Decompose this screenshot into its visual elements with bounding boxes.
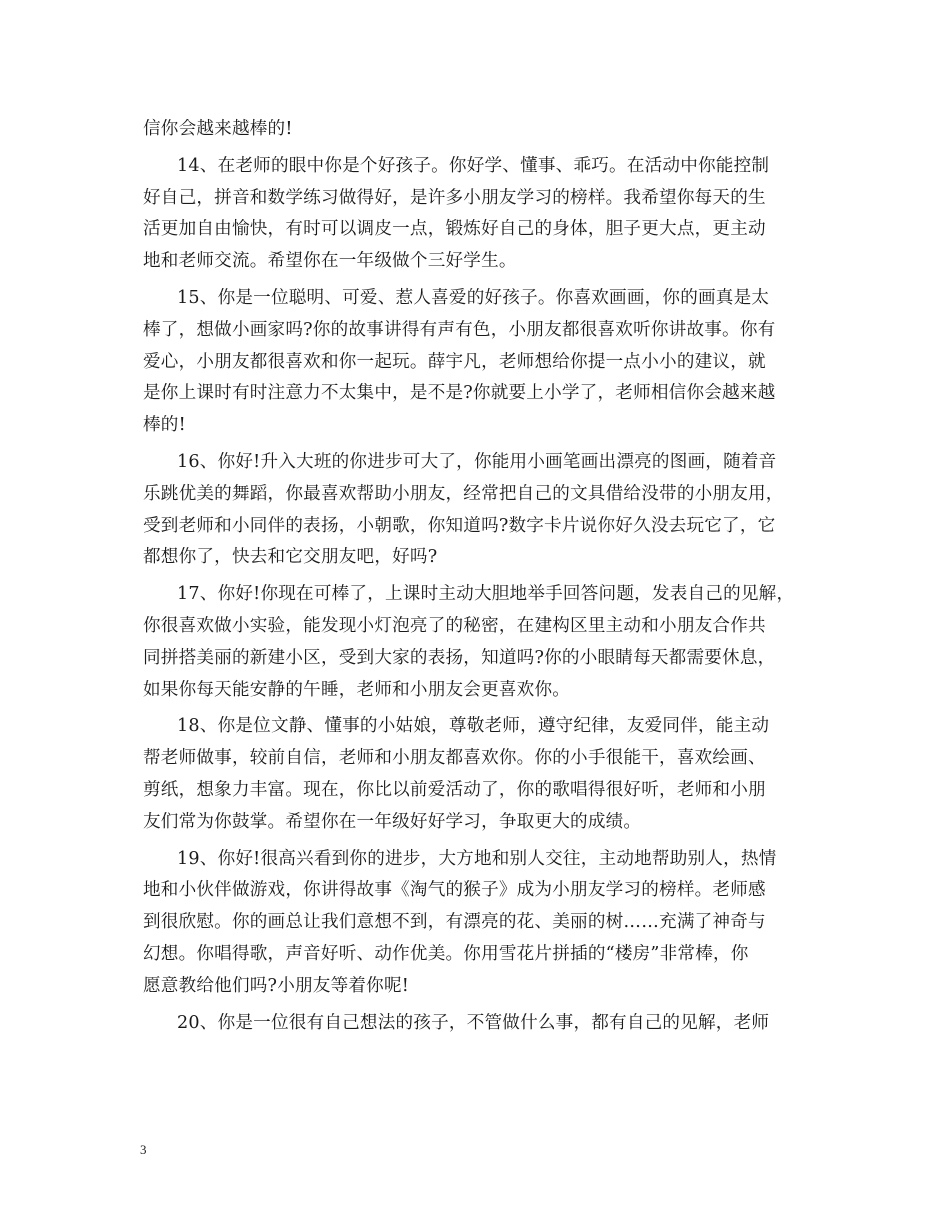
text-line: 乐跳优美的舞蹈，你最喜欢帮助小朋友，经常把自己的文具借给没带的小朋友用，: [143, 483, 784, 504]
text-line: 活更加自由愉快，有时可以调皮一点，锻炼好自己的身体，胆子更大点，更主动: [143, 219, 766, 240]
text-line: 17、你好!你现在可棒了，上课时主动大胆地举手回答问题，发表自己的见解，: [177, 584, 795, 605]
text-line: 都想你了，快去和它交朋友吧，好吗?: [143, 547, 438, 568]
text-line: 帮老师做事，较前自信，老师和小朋友都喜欢你。你的小手很能干，喜欢绘画、: [143, 748, 766, 769]
text-line: 如果你每天能安静的午睡，老师和小朋友会更喜欢你。: [143, 679, 571, 700]
paragraph: [143, 114, 823, 146]
text-line: 棒的!: [143, 415, 186, 436]
text-line: 到很欣慰。你的画总让我们意想不到，有漂亮的花、美丽的树……充满了神奇与: [143, 912, 766, 933]
text-line: 棒了，想做小画家吗?你的故事讲得有声有色，小朋友都很喜欢听你讲故事。你有: [143, 319, 776, 340]
text-line: 愿意教给他们吗?小朋友等着你呢!: [143, 975, 410, 996]
text-line: 友们常为你鼓掌。希望你在一年级好好学习，争取更大的成绩。: [143, 811, 642, 832]
paragraph: [143, 711, 823, 838]
text-line: 信你会越来越棒的!: [143, 119, 293, 139]
text-line: 受到老师和小同伴的表扬，小朝歌，你知道吗?数字卡片说你好久没去玩它了，它: [143, 515, 776, 536]
text-line: 好自己，拼音和数学练习做得好，是许多小朋友学习的榜样。我希望你每天的生: [143, 187, 766, 208]
paragraph: [143, 579, 823, 706]
text-line: 同拼搭美丽的新建小区，受到大家的表扬，知道吗?你的小眼睛每天都需要休息，: [143, 647, 776, 668]
text-line: 是你上课时有时注意力不太集中，是不是?你就要上小学了，老师相信你会越来越: [143, 383, 776, 404]
text-line: 幻想。你唱得歌，声音好听、动作优美。你用雪花片拼插的“楼房”非常棒，你: [143, 943, 749, 964]
text-line: 地和老师交流。希望你在一年级做个三好学生。: [143, 251, 517, 272]
text-line: 剪纸，想象力丰富。现在，你比以前爱活动了，你的歌唱得很好听，老师和小朋: [143, 779, 766, 800]
paragraph: [143, 283, 823, 442]
text-line: 地和小伙伴做游戏，你讲得故事《淘气的猴子》成为小朋友学习的榜样。老师感: [143, 880, 766, 901]
document-body: [143, 114, 823, 1039]
paragraph: [143, 447, 823, 574]
page-number: 3: [140, 1142, 147, 1157]
paragraph: [143, 1008, 823, 1040]
text-line: 19、你好!很高兴看到你的进步，大方地和别人交往，主动地帮助别人，热情: [177, 848, 777, 869]
text-line: 20、你是一位很有自己想法的孩子，不管做什么事，都有自己的见解，老师: [177, 1012, 770, 1033]
paragraph: [143, 151, 823, 278]
text-line: 你很喜欢做小实验，能发现小灯泡亮了的秘密，在建构区里主动和小朋友合作共: [143, 615, 766, 636]
paragraph: [143, 844, 823, 1003]
text-line: 爱心，小朋友都很喜欢和你一起玩。薛宇凡，老师想给你提一点小小的建议，就: [143, 351, 766, 372]
text-line: 18、你是位文静、懂事的小姑娘，尊敬老师，遵守纪律，友爱同伴，能主动: [177, 716, 770, 737]
text-line: 14、在老师的眼中你是个好孩子。你好学、懂事、乖巧。在活动中你能控制: [177, 155, 770, 176]
text-line: 15、你是一位聪明、可爱、惹人喜爱的好孩子。你喜欢画画，你的画真是太: [177, 287, 770, 308]
text-line: 16、你好!升入大班的你进步可大了，你能用小画笔画出漂亮的图画，随着音: [177, 451, 777, 472]
